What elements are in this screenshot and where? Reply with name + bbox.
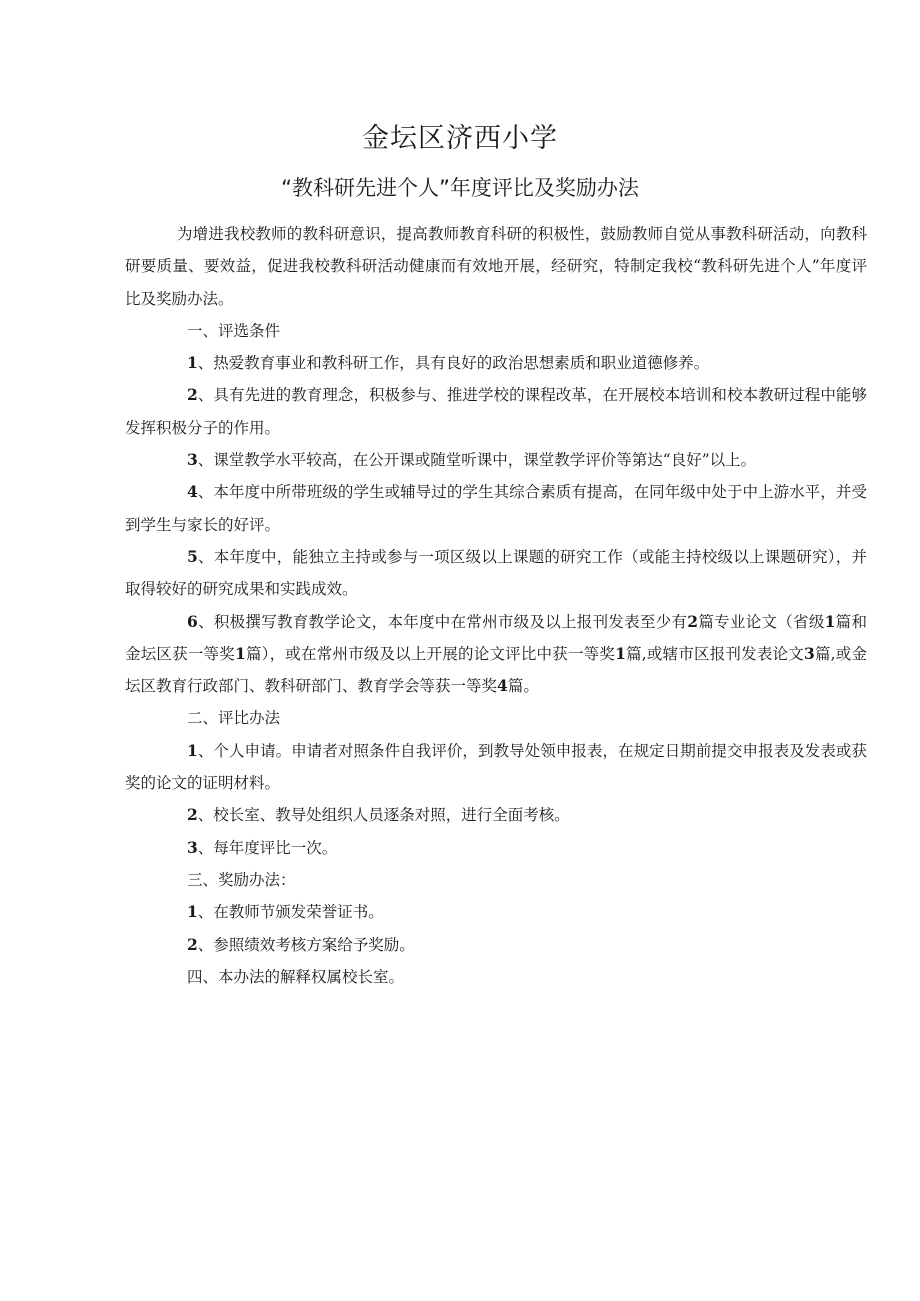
inline-number: 4 <box>497 676 508 696</box>
list-item <box>125 896 867 928</box>
item-text: 、个人申请。申请者对照条件自我评价，到教导处领申报表，在规定日期前提交申报表及发表或获奖的论文的证明材料。 <box>125 741 867 793</box>
item-text: 、积极撰写教育教学论文，本年度中在常州市级及以上报刊发表至少有 <box>197 612 688 631</box>
list-item <box>125 929 867 961</box>
item-text: 、参照绩效考核方案给予奖励。 <box>197 935 415 954</box>
section-heading: 三、奖励办法： <box>187 870 296 889</box>
inline-number: 1 <box>234 643 246 663</box>
item-text: 篇。 <box>507 677 539 696</box>
list-item <box>125 606 867 703</box>
inline-number: 1 <box>824 611 836 631</box>
item-text: 、热爱教育事业和教科研工作，具有良好的政治思想素质和职业道德修养。 <box>197 354 710 373</box>
item-text: 篇专业论文（省级 <box>698 612 825 631</box>
item-number: 1 <box>187 740 198 760</box>
document-title: 金坛区济西小学 <box>362 123 558 154</box>
item-text: 、在教师节颁发荣誉证书。 <box>197 903 384 922</box>
item-text: 篇,或辖市区报刊发表论文 <box>625 644 804 663</box>
item-text: 篇和金坛区获一等奖 <box>125 612 867 663</box>
section-heading: 四、本办法的解释权属校长室。 <box>187 967 405 986</box>
section-heading: 二、评比办法 <box>187 709 281 728</box>
item-text: 篇,或金坛区教育行政部门、教科研部门、教育学会等获一等奖 <box>125 644 867 696</box>
item-number: 2 <box>187 385 198 405</box>
item-number: 1 <box>187 902 198 922</box>
item-text: 、课堂教学水平较高，在公开课或随堂听课中，课堂教学评价等第达“良好”以上。 <box>197 451 757 470</box>
item-text: 篇），或在常州市级及以上开展的论文评比中获一等奖 <box>245 644 616 663</box>
inline-number: 3 <box>803 643 815 663</box>
list-item <box>125 735 867 800</box>
document-subtitle: “教科研先进个人”年度评比及奖励办法 <box>281 176 639 200</box>
list-item <box>125 832 867 864</box>
list-item <box>125 541 867 606</box>
intro-paragraph: 为增进我校教师的教科研意识，提高教师教育科研的积极性，鼓励教师自觉从事教科研活动，向教科研要质量、要效益，促进我校教科研活动健康而有效地开展，经研究，特制定我校“教科研先进个人”年度评比及奖励办法。 <box>125 225 867 308</box>
item-text: 、每年度评比一次。 <box>197 838 338 857</box>
item-text: 、具有先进的教育理念，积极参与、推进学校的课程改革，在开展校本培训和校本教研过程中能够发挥积极分子的作用。 <box>125 386 867 437</box>
list-item <box>125 379 867 444</box>
item-text: 、校长室、教导处组织人员逐条对照，进行全面考核。 <box>197 806 570 825</box>
list-item <box>125 799 867 831</box>
item-number: 5 <box>187 546 198 566</box>
item-text: 、本年度中所带班级的学生或辅导过的学生其综合素质有提高，在同年级中处于中上游水平，并受到学生与家长的好评。 <box>125 483 867 534</box>
item-text: 、本年度中，能独立主持或参与一项区级以上课题的研究工作（或能主持校级以上课题研究），并取得较好的研究成果和实践成效。 <box>125 547 867 599</box>
item-number: 4 <box>187 482 198 502</box>
list-item <box>125 347 867 379</box>
inline-number: 2 <box>687 611 699 631</box>
item-number: 1 <box>187 353 198 373</box>
list-item <box>125 444 867 476</box>
inline-number: 1 <box>615 643 626 663</box>
item-number: 2 <box>187 805 198 825</box>
item-number: 3 <box>187 450 198 470</box>
item-number: 6 <box>187 611 198 631</box>
item-number: 2 <box>187 934 198 954</box>
section-heading: 一、评选条件 <box>187 321 281 340</box>
list-item <box>125 476 867 541</box>
document-body <box>125 218 867 993</box>
item-number: 3 <box>187 837 198 857</box>
